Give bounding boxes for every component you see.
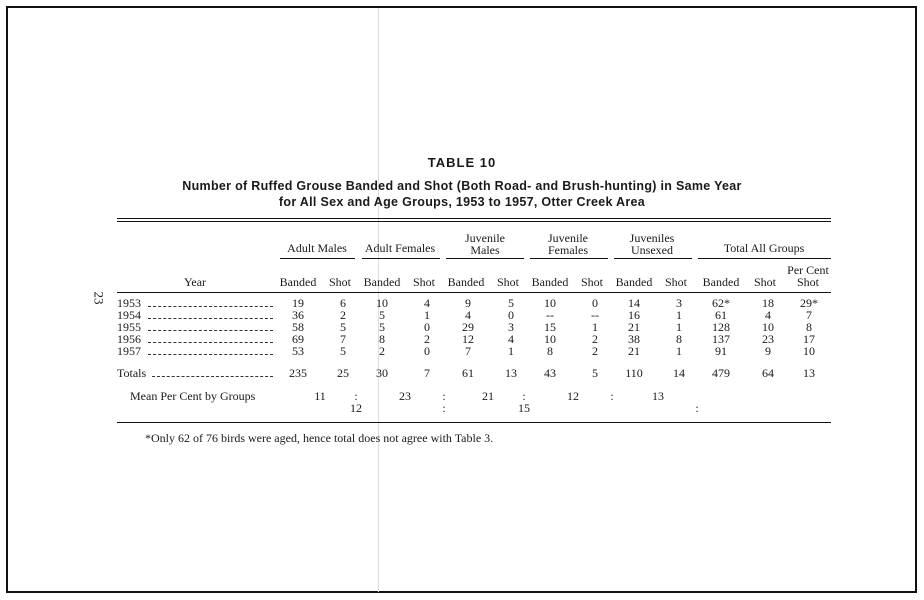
table-cell: 9 (765, 344, 771, 358)
totals-cell: 25 (337, 366, 349, 380)
subheader-shot: Shot (580, 275, 604, 289)
totals-cell: 7 (424, 366, 430, 380)
table-cell: 137 (712, 332, 730, 346)
table-cell: 2 (340, 308, 346, 322)
table-cell: 38 (628, 332, 640, 346)
totals-cell: 13 (803, 366, 815, 380)
group-rule-juvenile-males (446, 258, 524, 259)
mean-separator: : (610, 389, 614, 403)
table-cell: 0 (508, 308, 514, 322)
table-subtitle-line-2: for All Sex and Age Groups, 1953 to 1957, Otter Creek Area (278, 195, 646, 209)
table-cell: 58 (292, 320, 304, 334)
table-cell: -- (591, 308, 599, 322)
top-rule-1 (117, 218, 831, 219)
row-leader-dots (148, 342, 273, 343)
mean-value: 12 (567, 389, 579, 403)
table-cell: 18 (762, 296, 774, 310)
table-cell: 29* (800, 296, 818, 310)
totals-cell: 235 (289, 366, 307, 380)
subheader-per-cent-shot: Per Cent Shot (787, 263, 829, 289)
totals-cell: 5 (592, 366, 598, 380)
table-cell: 7 (465, 344, 471, 358)
group-header-juvenile-females: Juvenile Females (548, 231, 588, 257)
group-header-total-all-groups: Total All Groups (723, 241, 805, 255)
table-cell: 23 (762, 332, 774, 346)
row-year: 1957 (117, 344, 141, 358)
table-cell: 61 (715, 308, 727, 322)
row-leader-dots (148, 306, 273, 307)
group-header-adult-males: Adult Males (287, 241, 347, 255)
totals-cell: 14 (673, 366, 685, 380)
group-rule-juveniles-unsexed (614, 258, 692, 259)
table-cell: 4 (765, 308, 771, 322)
table-cell: 1 (592, 320, 598, 334)
table-cell: 12 (462, 332, 474, 346)
table-cell: 2 (592, 344, 598, 358)
table-cell: 10 (544, 332, 556, 346)
group-rule-juvenile-females (530, 258, 608, 259)
page-border (6, 6, 917, 593)
table-cell: 4 (424, 296, 430, 310)
table-title: TABLE 10 (427, 155, 497, 170)
totals-cell: 30 (376, 366, 388, 380)
table-cell: 10 (544, 296, 556, 310)
table-cell: 8 (547, 344, 553, 358)
totals-cell: 13 (505, 366, 517, 380)
table-subtitle-line-1: Number of Ruffed Grouse Banded and Shot (Both Road- and Brush-hunting) in Same Year (182, 179, 742, 193)
subheader-shot: Shot (328, 275, 352, 289)
row-year: 1954 (117, 308, 141, 322)
table-cell: 5 (379, 308, 385, 322)
table-cell: 2 (379, 344, 385, 358)
subheader-banded: Banded (279, 275, 317, 289)
header-bottom-rule (117, 292, 831, 293)
table-cell: 5 (340, 320, 346, 334)
mean-value: 11 (314, 389, 326, 403)
totals-cell: 110 (625, 366, 643, 380)
table-cell: 5 (340, 344, 346, 358)
totals-cell: 479 (712, 366, 730, 380)
table-cell: 19 (292, 296, 304, 310)
mean-value: 13 (652, 389, 664, 403)
totals-leader-dots (152, 376, 273, 377)
table-cell: 15 (544, 320, 556, 334)
table-cell: 5 (508, 296, 514, 310)
table-cell: 53 (292, 344, 304, 358)
table-cell: 9 (465, 296, 471, 310)
table-cell: 91 (715, 344, 727, 358)
subheader-banded: Banded (702, 275, 740, 289)
group-rule-total-all-groups (698, 258, 831, 259)
table-cell: 6 (340, 296, 346, 310)
table-cell: 4 (508, 332, 514, 346)
table-cell: 8 (676, 332, 682, 346)
group-rule-adult-females (362, 258, 440, 259)
table-cell: 10 (803, 344, 815, 358)
subheader-shot: Shot (753, 275, 777, 289)
totals-cell: 64 (762, 366, 774, 380)
top-rule-2 (117, 221, 831, 222)
totals-cell: 61 (462, 366, 474, 380)
table-cell: 4 (465, 308, 471, 322)
subheader-banded: Banded (447, 275, 485, 289)
table-cell: 1 (424, 308, 430, 322)
table-cell: 2 (424, 332, 430, 346)
table-cell: 69 (292, 332, 304, 346)
table-cell: 7 (340, 332, 346, 346)
table-cell: 128 (712, 320, 730, 334)
table-cell: 0 (424, 320, 430, 334)
table-cell: 21 (628, 344, 640, 358)
subheader-banded: Banded (363, 275, 401, 289)
subheader-banded: Banded (615, 275, 653, 289)
table-cell: 1 (508, 344, 514, 358)
table-cell: 1 (676, 320, 682, 334)
row-year: 1953 (117, 296, 141, 310)
table-cell: 10 (762, 320, 774, 334)
row-leader-dots (148, 318, 273, 319)
table-cell: 0 (592, 296, 598, 310)
mean-value: 15 (518, 401, 530, 415)
totals-cell: 43 (544, 366, 556, 380)
table-cell: 29 (462, 320, 474, 334)
group-header-juveniles-unsexed: Juveniles Unsexed (629, 231, 675, 257)
year-header: Year (183, 275, 207, 289)
table-cell: 0 (424, 344, 430, 358)
table-cell: 17 (803, 332, 815, 346)
subheader-shot: Shot (412, 275, 436, 289)
mean-separator: : (442, 389, 446, 403)
page-number: 23 (91, 291, 107, 305)
table-cell: 2 (592, 332, 598, 346)
row-year: 1955 (117, 320, 141, 334)
group-header-juvenile-males: Juvenile Males (465, 231, 505, 257)
mean-separator: : (354, 389, 358, 403)
table-cell: 7 (806, 308, 812, 322)
table-cell: 36 (292, 308, 304, 322)
mean-separator: : (522, 389, 526, 403)
table-cell: 16 (628, 308, 640, 322)
subheader-shot: Shot (664, 275, 688, 289)
mean-value: 12 (350, 401, 362, 415)
table-cell: 14 (628, 296, 640, 310)
mean-separator: : (442, 401, 446, 415)
row-leader-dots (148, 354, 273, 355)
table-cell: 21 (628, 320, 640, 334)
table-cell: 8 (806, 320, 812, 334)
table-cell: -- (546, 308, 554, 322)
table-cell: 1 (676, 308, 682, 322)
mean-label: Mean Per Cent by Groups (130, 389, 256, 403)
table-bottom-rule (117, 422, 831, 423)
table-cell: 3 (508, 320, 514, 334)
table-cell: 5 (379, 320, 385, 334)
group-header-adult-females: Adult Females (364, 241, 436, 255)
table-cell: 8 (379, 332, 385, 346)
group-rule-adult-males (280, 258, 355, 259)
row-year: 1956 (117, 332, 141, 346)
mean-separator: : (695, 401, 699, 415)
mean-value: 23 (399, 389, 411, 403)
footnote: *Only 62 of 76 birds were aged, hence total does not agree with Table 3. (145, 431, 494, 445)
subheader-shot: Shot (496, 275, 520, 289)
totals-label: Totals (117, 366, 147, 380)
subheader-banded: Banded (531, 275, 569, 289)
mean-value: 21 (482, 389, 494, 403)
table-cell: 1 (676, 344, 682, 358)
row-leader-dots (148, 330, 273, 331)
table-cell: 10 (376, 296, 388, 310)
table-cell: 62* (712, 296, 730, 310)
table-cell: 3 (676, 296, 682, 310)
